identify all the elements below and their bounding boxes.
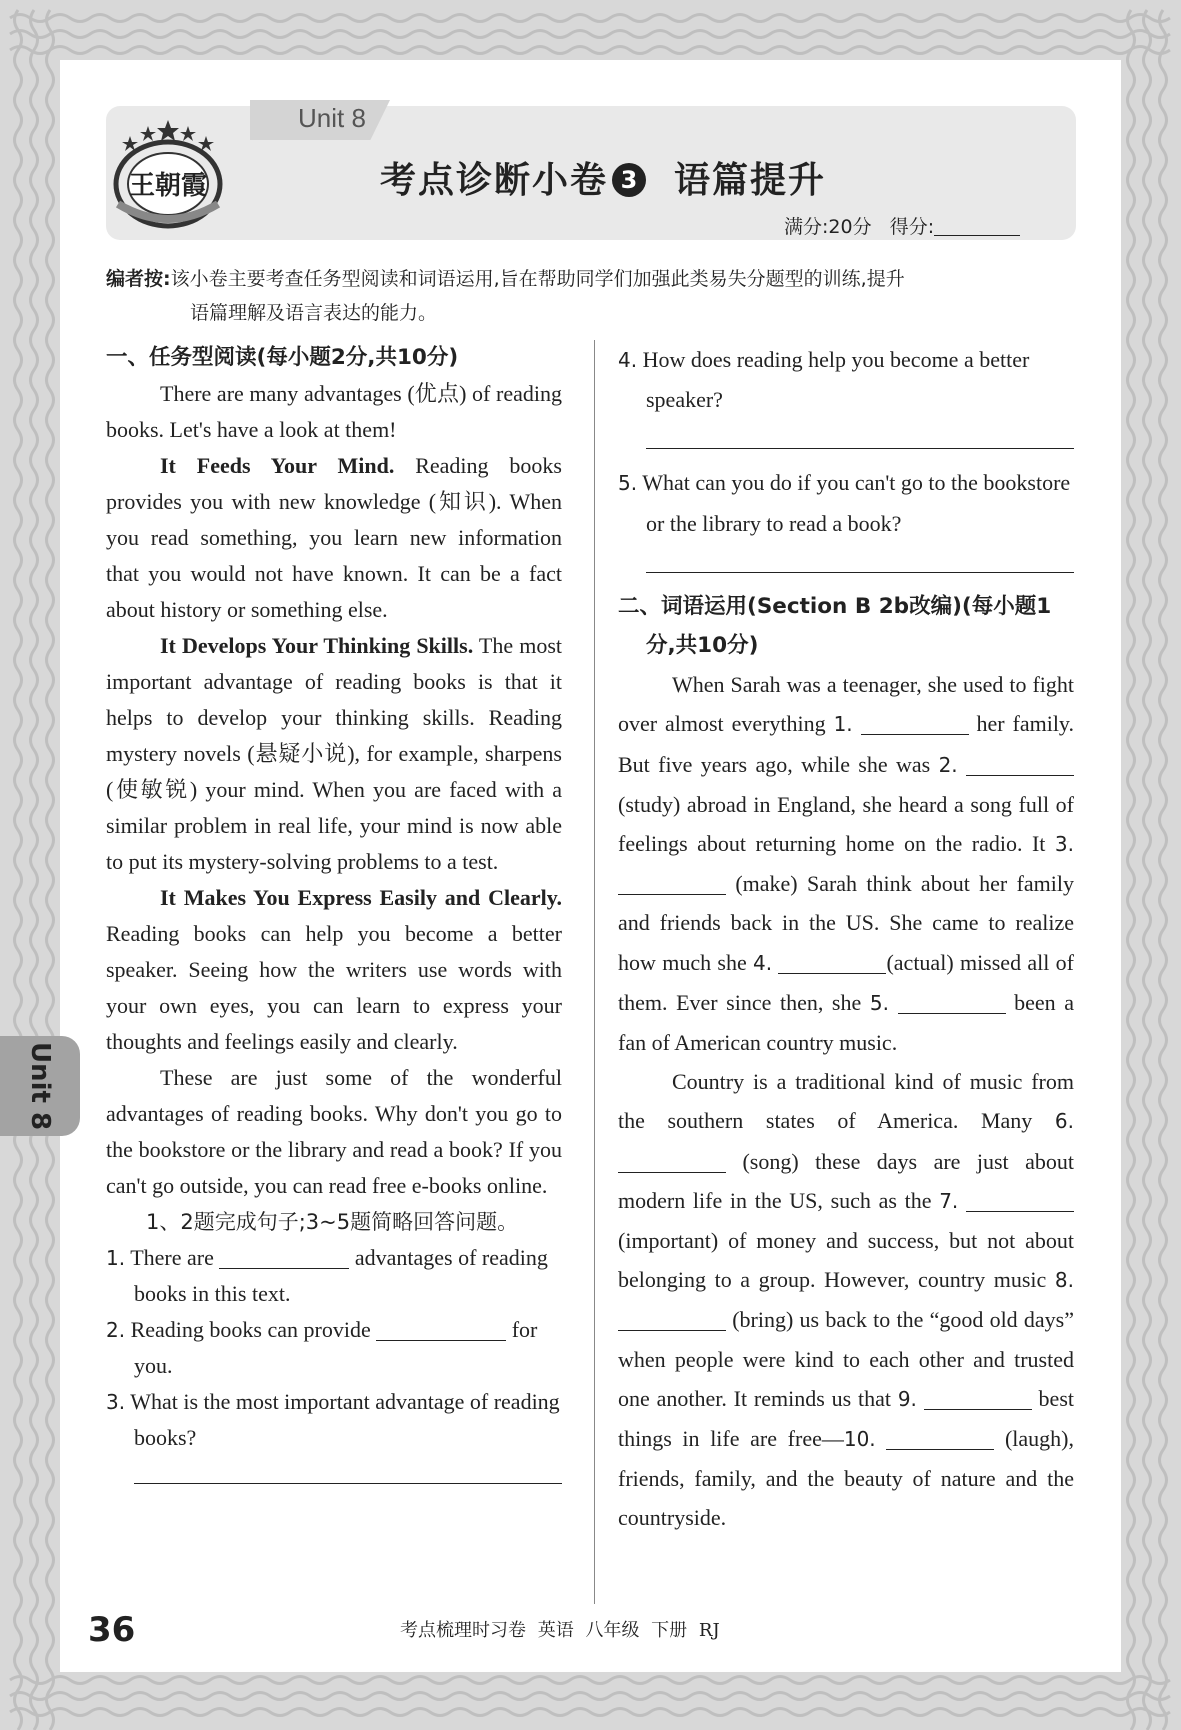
blank-number: 2. <box>938 752 958 777</box>
page-number: 36 <box>88 1610 136 1650</box>
cloze-text: been a fan of American country music. <box>618 989 1075 1056</box>
section2-heading: 二、词语运用(Section B 2b改编)(每小题1分,共10分) <box>618 593 1052 659</box>
wave-line <box>31 10 38 1730</box>
question-instruction: 1、2题完成句子;3~5题简略回答问题。 <box>146 1210 519 1234</box>
score-blank[interactable] <box>934 217 1020 236</box>
question-1: 1. There are advantages of reading books in this text. <box>106 1245 548 1306</box>
left-column <box>106 340 562 1494</box>
cloze-text: her family. But five years ago, while she was <box>618 711 1075 777</box>
p3-heading: It Develops Your Thinking Skills. <box>160 633 474 658</box>
q4-answer-line[interactable] <box>646 447 1074 449</box>
question-5: 5. What can you do if you can't go to the bookstore or the library to read a book? <box>618 470 1071 536</box>
cloze-text: (actual) missed all of them. Ever since then, she <box>618 949 1075 1015</box>
cloze-blank[interactable] <box>924 1385 1032 1410</box>
cloze-text: (laugh), friends, family, and the beauty of nature and the countryside. <box>618 1426 1075 1531</box>
cloze-text: (study) abroad in England, she heard a song full of feelings about returning home on the radio. It <box>618 791 1074 857</box>
wave-line <box>10 31 1170 38</box>
blank-number: 9. <box>897 1386 917 1411</box>
blank-number: 10. <box>843 1427 876 1452</box>
title-number: 3 <box>612 163 646 197</box>
p2-text: Reading books provides you with new knowledge (知识). When you read something, you learn new information that you would not have known. It can be a fact about history or something else. <box>106 453 562 622</box>
wave-line <box>1160 10 1167 1730</box>
brand-logo <box>104 116 232 232</box>
passage-p4 <box>106 880 562 1060</box>
editor-note <box>106 262 1076 330</box>
blank-number: 3. <box>1054 832 1074 857</box>
cloze-p2 <box>618 1062 1074 1537</box>
title-suffix: 语篇提升 <box>674 160 827 201</box>
cloze-text: (bring) us back to the “good old days” when people were kind to each other and trusted one another. It reminds us that <box>618 1307 1074 1411</box>
right-column <box>618 340 1074 1538</box>
cloze-blank[interactable] <box>886 1425 994 1450</box>
blank-number: 7. <box>939 1188 959 1213</box>
cloze-blank[interactable] <box>778 949 886 974</box>
logo-text: 王朝霞 <box>128 171 208 201</box>
passage-p5: These are just some of the wonderful advantages of reading books. Why don't you go to the bookstore or the library and read a book? If you can't go outside, you can read free e-books online. <box>106 1065 562 1198</box>
question-4: 4. How does reading help you become a better speaker? <box>618 347 1030 413</box>
cloze-text: best things in life are free— <box>618 1385 1074 1452</box>
cloze-blank[interactable] <box>898 989 1006 1014</box>
blank-number: 5. <box>869 990 889 1015</box>
cloze-text: (song) these days are just about modern life in the US, such as the <box>618 1148 1074 1213</box>
editor-note-line1: 该小卷主要考查任务型阅读和词语运用,旨在帮助同学们加强此类易失分题型的训练,提升 <box>170 268 905 290</box>
wave-line <box>1128 10 1135 1730</box>
score-label: 得分: <box>889 216 935 238</box>
question-2: 2. Reading books can provide for you. <box>106 1317 538 1378</box>
cloze-text: When Sarah was a teenager, she used to fight over almost everything <box>618 672 1074 737</box>
cloze-blank[interactable] <box>618 1148 726 1173</box>
unit-label: Unit 8 <box>298 103 366 133</box>
wave-line <box>10 1677 1170 1684</box>
score-box <box>784 212 1020 239</box>
wave-line <box>10 15 1170 22</box>
passage-p2 <box>106 448 562 628</box>
cloze-p1 <box>618 665 1074 1062</box>
p4-text: Reading books can help you become a better speaker. Seeing how the writers use words with your own eyes, you can learn to express your thoughts and feelings easily and clearly. <box>106 921 562 1054</box>
wave-line <box>15 10 22 1730</box>
section1-heading: 一、任务型阅读(每小题2分,共10分) <box>106 345 459 370</box>
blank-number: 4. <box>753 950 773 975</box>
q3-answer-line[interactable] <box>134 1482 562 1484</box>
p4-heading: It Makes You Express Easily and Clearly. <box>160 885 562 910</box>
cloze-text: (important) of money and success, but not about belonging to a group. However, country music <box>618 1228 1074 1293</box>
p3-text: The most important advantage of reading books is that it helps to develop your thinking skills. Reading mystery novels (悬疑小说), for example, sharpens (使敏锐) your mind. When you are faced with a similar problem in real life, your mind is now able to put its mystery-solving problems to a test. <box>106 633 563 874</box>
cloze-text: (make) Sarah think about her family and friends back in the US. She came to realize how much she <box>618 871 1074 975</box>
wave-line <box>1144 10 1151 1730</box>
q1-blank[interactable] <box>219 1244 349 1269</box>
cloze-blank[interactable] <box>966 751 1074 776</box>
editor-note-line2: 语篇理解及语言表达的能力。 <box>190 302 438 324</box>
wave-line <box>10 47 1170 54</box>
cloze-blank[interactable] <box>861 710 969 735</box>
wave-line <box>10 1693 1170 1700</box>
blank-number: 1. <box>833 712 853 737</box>
passage-p1: There are many advantages (优点) of reading books. Let's have a look at them! <box>106 381 562 442</box>
wave-line <box>47 10 54 1730</box>
blank-number: 6. <box>1054 1109 1074 1134</box>
wave-line <box>10 1709 1170 1716</box>
blank-number: 8. <box>1054 1268 1074 1293</box>
title-main: 考点诊断小卷 <box>380 160 609 201</box>
question-3: 3. What is the most important advantage of reading books? <box>106 1389 560 1450</box>
cloze-blank[interactable] <box>618 1306 726 1331</box>
side-unit-label: Unit 8 <box>25 1041 55 1131</box>
p2-heading: It Feeds Your Mind. <box>160 453 395 478</box>
page-title <box>380 152 826 203</box>
footer-book-info: 考点梳理时习卷 英语 八年级 下册 RJ <box>400 1620 720 1641</box>
q5-answer-line[interactable] <box>646 571 1074 573</box>
cloze-text: Country is a traditional kind of music from the southern states of America. Many <box>618 1069 1074 1134</box>
cloze-blank[interactable] <box>618 870 726 895</box>
column-divider <box>594 340 595 1604</box>
passage-p3 <box>106 628 562 880</box>
full-score: 满分:20分 <box>784 216 872 238</box>
q2-blank[interactable] <box>376 1316 506 1341</box>
cloze-blank[interactable] <box>966 1187 1074 1212</box>
editor-note-label: 编者按: <box>106 268 171 290</box>
